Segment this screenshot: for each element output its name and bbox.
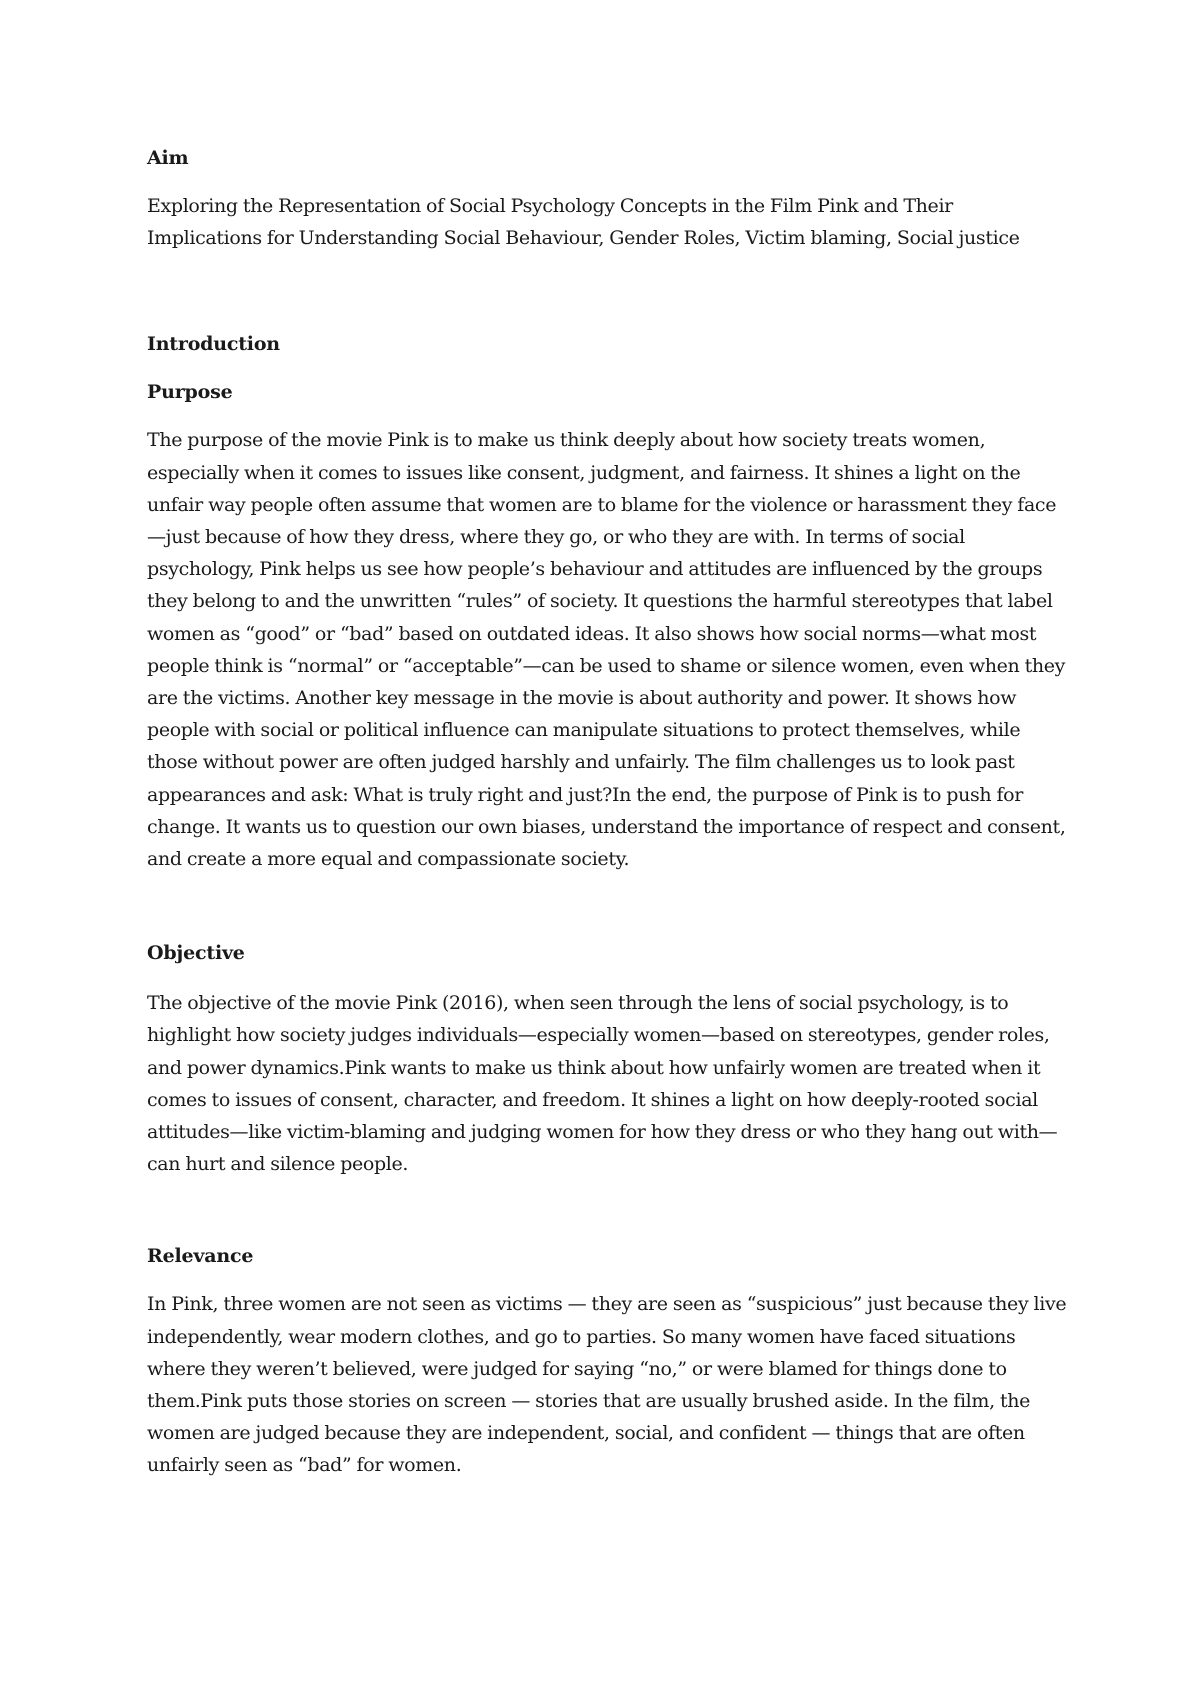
aim-text: Exploring the Representation of Social Psychology Concepts in the Film Pink and Their Implications for Understanding Social Behaviour, Gender Roles, Victim blaming, Social justice [147, 195, 1020, 250]
objective-text: The objective of the movie Pink (2016), when seen through the lens of social psychology, is to highlight how society judges individuals—especially women—based on stereotypes, gender roles, and power dynamics.Pink wants to make us think about how unfairly women are treated when it comes to issues of consent, character, and freedom. It shines a light on how deeply-rooted social attitudes—like victim-blaming and judging women for how they dress or who they hang out with—can hurt and silence people. [147, 992, 1058, 1176]
purpose-subheading: Purpose [147, 381, 233, 404]
purpose-text: The purpose of the movie Pink is to make us think deeply about how society treats women, especially when it comes to issues like consent, judgment, and fairness. It shines a light on the unfair way people often assume that women are to blame for the violence or harassment they face—just because of how they dress, where they go, or who they are with. In terms of social psychology, Pink helps us see how people’s behaviour and attitudes are influenced by the groups they belong to and the unwritten “rules” of society. It questions the harmful stereotypes that label women as “good” or “bad” based on outdated ideas. It also shows how social norms—what most people think is “normal” or “acceptable”—can be used to shame or silence women, even when they are the victims. Another key message in the movie is about authority and power. It shows how people with social or political influence can manipulate situations to protect themselves, while those without power are often judged harshly and unfairly. The film challenges us to look past appearances and ask: What is truly right and just?In the end, the purpose of Pink is to push for change. It wants us to question our own biases, understand the importance of respect and consent, and create a more equal and compassionate society. [147, 429, 1066, 871]
introduction-heading: Introduction [147, 333, 280, 356]
relevance-text: In Pink, three women are not seen as victims — they are seen as “suspicious” just because they live independently, wear modern clothes, and go to parties. So many women have faced situations where they weren’t believed, were judged for saying “no,” or were blamed for things done to them.Pink puts those stories on screen — stories that are usually brushed aside. In the film, the women are judged because they are independent, social, and confident — things that are often unfairly seen as “bad” for women. [147, 1293, 1067, 1477]
relevance-subheading: Relevance [147, 1245, 254, 1268]
objective-subheading: Objective [147, 942, 245, 965]
aim-heading: Aim [147, 147, 189, 169]
document-page [147, 142, 1067, 1482]
